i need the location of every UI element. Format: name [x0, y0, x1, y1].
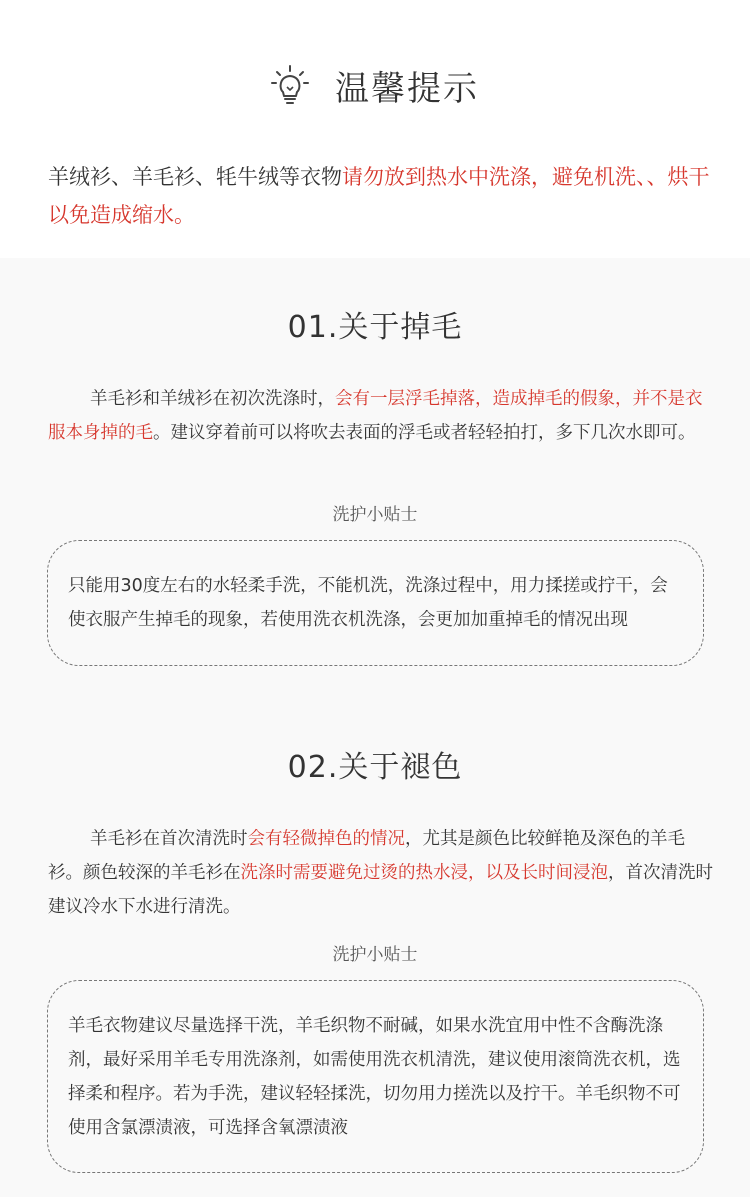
para-highlight: 洗涤时需要避免过烫的热水浸，以及长时间浸泡 — [240, 863, 608, 883]
para-text: ，首次清洗时建议冷水下水进行清洗。 — [48, 863, 713, 917]
tip-box — [47, 540, 704, 666]
para-text: ，尤其是颜色比较鲜艳及深色的羊毛衫。颜色较深的羊毛衫在 — [48, 829, 685, 883]
tip-label: 洗护小贴士 — [332, 505, 418, 525]
para-text: 羊毛衫在首次清洗时 — [90, 829, 248, 849]
intro-normal: 羊绒衫、羊毛衫、牦牛绒等衣物 — [48, 165, 342, 189]
section-title-shedding: 01.关于掉毛 — [287, 310, 463, 345]
para-highlight: 会有一层浮毛掉落，造成掉毛的假象，并不是衣服本身掉的毛 — [48, 389, 703, 443]
section-paragraph-fading — [48, 822, 713, 924]
para-highlight: 会有轻微掉色的情况 — [247, 829, 405, 849]
header-title-row — [0, 58, 750, 112]
tip-text: 只能用30度左右的水轻柔手洗，不能机洗，洗涤过程中，用力揉搓或拧干，会使衣服产生掉毛的现象，若使用洗衣机洗涤，会更加加重掉毛的情况出现 — [68, 576, 668, 630]
header-area — [0, 0, 750, 258]
para-text: 羊毛衫和羊绒衫在初次洗涤时， — [90, 389, 335, 409]
para-text: 。建议穿着前可以将吹去表面的浮毛或者轻轻拍打，多下几次水即可。 — [153, 423, 696, 443]
page-title: 温馨提示 — [335, 68, 479, 109]
lightbulb-icon — [271, 65, 309, 105]
tip-text: 羊毛衣物建议尽量选择干洗，羊毛织物不耐碱，如果水洗宜用中性不含酶洗涤剂，最好采用羊毛专用洗涤剂，如需使用洗衣机清洗，建议使用滚筒洗衣机，选择柔和程序。若为手洗，建议轻轻揉洗，切勿用力搓洗以及拧干。羊毛织物不可使用含氯漂渍液，可选择含氧漂渍液 — [68, 1015, 681, 1138]
section-title-fading: 02.关于褪色 — [287, 750, 463, 785]
tip-box — [47, 980, 704, 1173]
tip-label: 洗护小贴士 — [332, 945, 418, 965]
intro-highlight: 请勿放到热水中洗涤，避免机洗、、烘干以免造成缩水。 — [48, 165, 710, 227]
section-paragraph-shedding — [48, 382, 713, 450]
intro-text — [48, 158, 718, 234]
